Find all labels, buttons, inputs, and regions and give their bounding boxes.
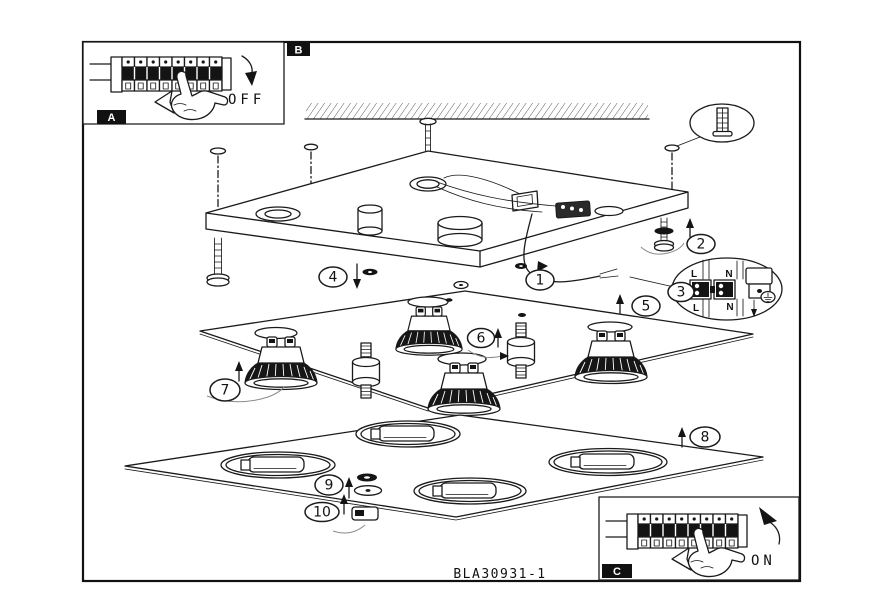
step-marker-7	[210, 379, 240, 401]
svg-text:8: 8	[700, 429, 710, 446]
svg-text:9: 9	[324, 477, 334, 494]
step-marker-8	[690, 427, 720, 447]
terminal-label-l-bottom: L	[692, 303, 700, 314]
terminal-block	[556, 201, 591, 218]
step-marker-4	[319, 267, 347, 287]
step-1-group	[515, 263, 527, 269]
section-b-label: B	[294, 44, 303, 57]
svg-text:2: 2	[696, 236, 706, 253]
svg-text:3: 3	[676, 284, 686, 301]
step-marker-3	[668, 283, 694, 302]
part-number: BLA30931-1	[453, 567, 547, 582]
section-b-badge	[287, 43, 310, 57]
terminal-label-n-top: N	[725, 269, 733, 280]
svg-text:10: 10	[313, 504, 331, 521]
cable-bracket	[512, 191, 538, 211]
terminal-label-n-bottom: N	[726, 302, 734, 313]
cover-hole	[221, 452, 335, 478]
cover-hole	[356, 421, 460, 447]
earth-icon	[761, 292, 775, 303]
section-a-label: A	[107, 112, 116, 124]
svg-text:1: 1	[535, 272, 545, 289]
svg-text:4: 4	[328, 269, 338, 286]
power-on-inset	[599, 497, 799, 580]
section-c-label: C	[613, 566, 621, 578]
terminal-label-l-top: L	[690, 269, 698, 280]
breaker-strip-icon	[90, 57, 231, 92]
step-marker-2	[687, 235, 715, 254]
cover-hole	[549, 449, 667, 476]
ceiling-hatch	[306, 103, 648, 119]
step-marker-5	[632, 296, 660, 316]
on-label: ON	[751, 553, 776, 569]
cover-hole	[414, 478, 526, 504]
svg-text:6: 6	[476, 330, 486, 347]
svg-text:5: 5	[641, 298, 651, 315]
step-marker-9	[315, 475, 343, 495]
power-off-inset	[83, 42, 284, 124]
step-marker-10	[305, 503, 339, 522]
breaker-strip-icon	[606, 514, 747, 549]
step-marker-6	[468, 329, 495, 348]
svg-text:7: 7	[220, 382, 230, 399]
cable-clamp	[746, 268, 772, 284]
step-marker-1	[526, 270, 554, 290]
ceiling-section	[305, 103, 649, 119]
off-label: OFF	[228, 92, 266, 108]
